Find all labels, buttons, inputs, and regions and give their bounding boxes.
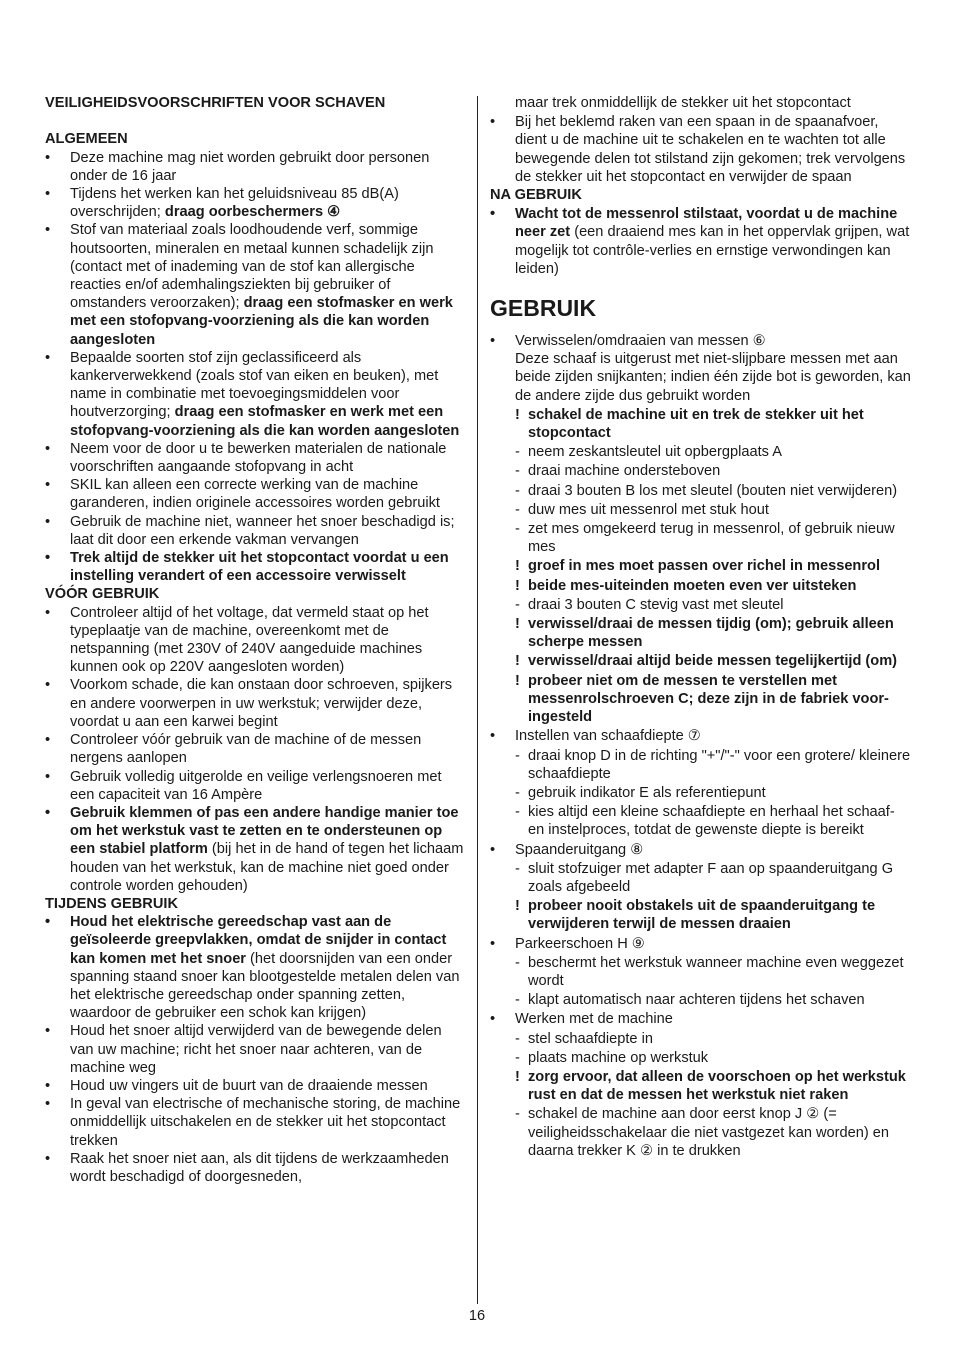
list-gebruik xyxy=(490,332,914,1160)
dash-marker: - xyxy=(515,482,520,499)
dash-marker: - xyxy=(515,784,520,801)
sub-item: - zet mes omgekeerd terug in messenrol, of gebruik nieuw mes xyxy=(515,521,895,556)
heading-tijdens-gebruik: TIJDENS GEBRUIK xyxy=(45,895,178,912)
bullet: • xyxy=(45,768,51,785)
sub-item: - schakel de machine aan door eerst knop J ② (= veiligheidsschakelaar die niet vastgezet kan worden) en daarna trekker K ② in te drukken xyxy=(515,1106,890,1159)
bullet: • xyxy=(45,149,51,166)
bullet: • xyxy=(490,114,496,131)
list-item: • Houd uw vingers uit de buurt van de draaiende messen xyxy=(45,1077,428,1094)
dash-marker: - xyxy=(515,463,520,480)
warning-marker: ! xyxy=(515,653,520,670)
bullet: • xyxy=(45,349,51,366)
dash-marker: - xyxy=(515,1030,520,1047)
right-column xyxy=(490,94,914,1160)
warning-marker: ! xyxy=(515,898,520,915)
sub-item: - draai 3 bouten C stevig vast met sleutel xyxy=(515,596,784,613)
sub-item: - duw mes uit messenrol met stuk hout xyxy=(515,501,769,518)
bullet: • xyxy=(45,804,51,821)
heading-algemeen: ALGEMEEN xyxy=(45,131,128,148)
bullet: • xyxy=(490,333,496,350)
sub-item: - draai 3 bouten B los met sleutel (bouten niet verwijderen) xyxy=(515,482,898,499)
list-item: • Bij het beklemd raken van een spaan in de spaanafvoer, dient u de machine uit te schakelen en te wachten tot alle bewegende delen tot stilstand zijn gekomen; trek vervolgens de stekker uit het stopcontact en verwijder de spaan xyxy=(490,114,906,185)
list-item: • Trek altijd de stekker uit het stopcontact voordat u een instelling verandert of een accessoire verwisselt xyxy=(45,550,449,585)
bullet: • xyxy=(490,728,496,745)
list-item: • In geval van electrische of mechanische storing, de machine onmiddellijk uitschakelen en de stekker uit het stopcontact trekken xyxy=(45,1096,461,1149)
dash-marker: - xyxy=(515,596,520,613)
list-item: • Deze machine mag niet worden gebruikt door personen onder de 16 jaar xyxy=(45,149,430,184)
warning-marker: ! xyxy=(515,406,520,423)
bullet: • xyxy=(45,513,51,530)
list-item: • Houd het snoer altijd verwijderd van de bewegende delen van uw machine; richt het snoer naar achteren, van de machine weg xyxy=(45,1023,442,1076)
list-algemeen xyxy=(45,149,465,586)
continuation-text: maar trek onmiddellijk de stekker uit het stopcontact xyxy=(515,95,851,111)
item-label: Parkeerschoen H ⑨ xyxy=(515,935,645,952)
list-item: • SKIL kan alleen een correcte werking van de machine garanderen, indien originele accessoires worden gebruikt xyxy=(45,477,440,512)
list-item: • Gebruik klemmen of pas een andere handige manier toe om het werkstuk vast te zetten en te ondersteunen op een stabiel platform (bij het in de hand of tegen het lichaam houden van het werkstuk, kan de machine niet goed onder controle worden gehouden) xyxy=(45,804,464,894)
sub-item: - draai knop D in de richting "+"/"-" voor een grotere/ kleinere schaafdiepte xyxy=(515,747,911,782)
item-label: Spaanderuitgang ⑧ xyxy=(515,841,644,858)
warning-marker: ! xyxy=(515,616,520,633)
sub-item: - draai machine ondersteboven xyxy=(515,463,721,480)
dash-marker: - xyxy=(515,804,520,821)
sub-item: - klapt automatisch naar achteren tijdens het schaven xyxy=(515,992,865,1009)
list-item: • Voorkom schade, die kan onstaan door schroeven, spijkers en andere voorwerpen in uw werkstuk; verwijder deze, voordat u aan een karwei begint xyxy=(45,677,453,730)
bullet: • xyxy=(45,604,51,621)
heading-voor-gebruik: VÓÓR GEBRUIK xyxy=(45,586,160,603)
bullet: • xyxy=(45,677,51,694)
list-item xyxy=(490,332,914,405)
sub-item: ! verwissel/draai de messen tijdig (om); gebruik alleen scherpe messen xyxy=(515,616,894,651)
bullet: • xyxy=(45,1096,51,1113)
bullet: • xyxy=(45,186,51,202)
item-text: Deze schaaf is uitgerust met niet-slijpbare messen met aan beide zijden snijkanten; indien één zijde bot is geworden, kan de andere zijde dus gebruikt worden xyxy=(515,351,911,404)
sub-item: - gebruik indikator E als referentiepunt xyxy=(515,784,766,801)
bullet: • xyxy=(490,935,496,952)
page-number: 16 xyxy=(468,1308,486,1324)
page-title: GEBRUIK xyxy=(490,295,597,322)
dash-marker: - xyxy=(515,954,520,971)
sub-item: ! verwissel/draai altijd beide messen tegelijkertijd (om) xyxy=(515,653,898,670)
list-item: • Tijdens het werken kan het geluidsniveau 85 dB(A) overschrijden; draag oorbeschermers ④ xyxy=(45,186,399,221)
list-item: • Gebruik volledig uitgerolde en veilige verlengsnoeren met een capaciteit van 16 Ampère xyxy=(45,768,442,803)
dash-marker: - xyxy=(515,444,520,461)
bullet: • xyxy=(45,914,51,931)
bullet: • xyxy=(45,1077,51,1094)
item-label: Verwisselen/omdraaien van messen ⑥ xyxy=(515,333,766,350)
bullet: • xyxy=(45,1023,51,1040)
bullet: • xyxy=(490,1011,496,1028)
bullet: • xyxy=(45,222,51,239)
sub-item: ! zorg ervoor, dat alleen de voorschoen op het werkstuk rust en dat de messen het werkstuk niet raken xyxy=(515,1068,906,1104)
list-voor-gebruik xyxy=(45,604,465,895)
bullet: • xyxy=(45,1150,51,1167)
dash-marker: - xyxy=(515,1049,520,1066)
section-title: VEILIGHEIDSVOORSCHRIFTEN VOOR SCHAVEN xyxy=(45,95,386,111)
bullet: • xyxy=(490,206,496,223)
list-item: • Gebruik de machine niet, wanneer het snoer beschadigd is; laat dit door een erkende vakman vervangen xyxy=(45,513,455,548)
item-label: Instellen van schaafdiepte ⑦ xyxy=(515,728,701,745)
list-item: • Houd het elektrische gereedschap vast aan de geïsoleerde greepvlakken, omdat de snijder in contact kan komen met het snoer (het doorsnijden van een onder spanning staand snoer kan blootgestelde metalen delen van het elektrische gereedschap onder spanning zetten, waardoor de gebruiker een schok kan krijgen) xyxy=(45,914,460,1022)
sub-item: - neem zeskantsleutel uit opbergplaats A xyxy=(515,444,782,461)
sub-item: ! groef in mes moet passen over richel in messenrol xyxy=(515,558,880,575)
dash-marker: - xyxy=(515,747,520,764)
sub-item: ! schakel de machine uit en trek de stekker uit het stopcontact xyxy=(515,406,864,442)
sub-item: ! beide mes-uiteinden moeten even ver uitsteken xyxy=(515,577,857,594)
warning-marker: ! xyxy=(515,558,520,575)
list-item: • Wacht tot de messenrol stilstaat, voordat u de machine neer zet (een draaiend mes kan in het oppervlak grijpen, wat mogelijk tot contrôle-verlies en ernstige verwondingen kan leiden) xyxy=(490,206,910,277)
list-item xyxy=(490,841,914,859)
list-item xyxy=(490,935,914,953)
warning-marker: ! xyxy=(515,1068,520,1085)
list-item: • Controleer altijd of het voltage, dat vermeld staat op het typeplaatje van de machine, overeenkomt met de netspanning (met 230V of 240V aangeduide machines kunnen ook op 220V aangesloten worden) xyxy=(45,604,429,676)
column-divider xyxy=(477,96,478,1304)
dash-marker: - xyxy=(515,1106,520,1123)
bullet: • xyxy=(45,477,51,494)
sub-item: - sluit stofzuiger met adapter F aan op spaanderuitgang G zoals afgebeeld xyxy=(515,860,894,895)
list-tijdens-gebruik xyxy=(45,913,465,1186)
list-item: • Bepaalde soorten stof zijn geclassificeerd als kankerverwekkend (zoals stof van eiken en beuken), met name in combinatie met toevoegingsmiddelen voor houtverzorging; draag een stofmasker en werk met een stofopvang-voorziening als die kan worden aangesloten xyxy=(45,349,460,439)
bullet: • xyxy=(45,732,51,749)
sub-item: - kies altijd een kleine schaafdiepte en herhaal het schaaf- en instelproces, totdat de gewenste diepte is bereikt xyxy=(515,804,895,839)
warning-marker: ! xyxy=(515,672,520,689)
heading-na-gebruik: NA GEBRUIK xyxy=(490,187,582,204)
sub-item: - plaats machine op werkstuk xyxy=(515,1049,709,1066)
list-item xyxy=(490,1010,914,1028)
list-item: • Raak het snoer niet aan, als dit tijdens de werkzaamheden wordt beschadigd of doorgesneden, xyxy=(45,1150,449,1185)
list-item: • Stof van materiaal zoals loodhoudende verf, sommige houtsoorten, mineralen en metaal kunnen schadelijk zijn (contact met of inademing van de stof kan allergische reacties en/of ademhalingsziekten bij gebruiker of omstanders veroorzaken); draag een stofmasker en werk met een stofopvang-voorziening als die kan worden aangesloten xyxy=(45,222,453,348)
list-item: • Controleer vóór gebruik van de machine of de messen nergens aanlopen xyxy=(45,732,422,767)
item-label: Werken met de machine xyxy=(515,1011,673,1028)
dash-marker: - xyxy=(515,992,520,1009)
list-item: • Neem voor de door u te bewerken materialen de nationale voorschriften aangaande stofopvang in acht xyxy=(45,440,447,476)
warning-marker: ! xyxy=(515,577,520,594)
dash-marker: - xyxy=(515,501,520,518)
bullet: • xyxy=(45,550,51,567)
left-column xyxy=(45,94,465,1186)
sub-item: - beschermt het werkstuk wanneer machine even weggezet wordt xyxy=(515,954,904,989)
sub-item: ! probeer niet om de messen te verstellen met messenrolschroeven C; deze zijn in de fabriek voor-ingesteld xyxy=(515,672,889,726)
dash-marker: - xyxy=(515,860,520,877)
list-item xyxy=(490,727,914,745)
sub-item: ! probeer nooit obstakels uit de spaanderuitgang te verwijderen terwijl de messen draaien xyxy=(515,898,876,933)
bullet: • xyxy=(45,440,51,457)
dash-marker: - xyxy=(515,521,520,538)
sub-item: - stel schaafdiepte in xyxy=(515,1030,653,1047)
bullet: • xyxy=(490,841,496,858)
